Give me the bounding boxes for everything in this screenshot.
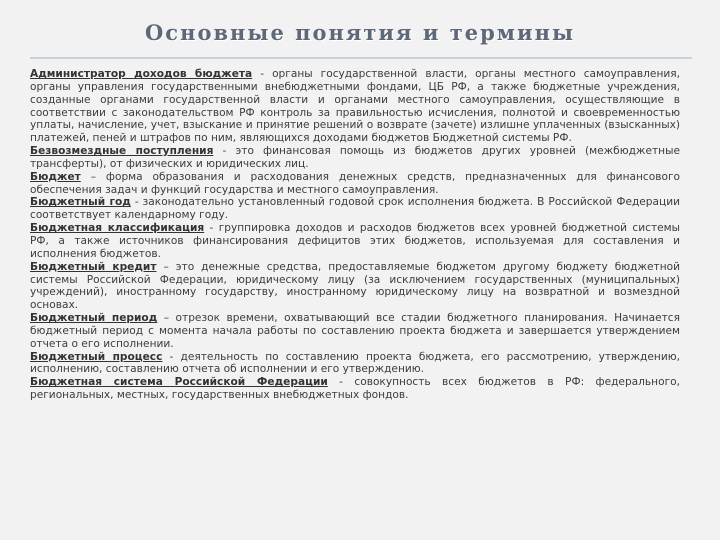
definition-term: Бюджет	[30, 170, 81, 183]
definition-text: – форма образования и расходования денежных средств, предназначенных для финансового обеспечения задач и функций государства и местного самоуправления.	[30, 170, 680, 196]
definition-item	[30, 261, 680, 312]
definitions-list	[30, 68, 680, 402]
definition-item	[30, 171, 680, 197]
definition-term: Администратор доходов бюджета	[30, 68, 253, 80]
title-divider	[30, 57, 692, 59]
definition-item	[30, 351, 680, 377]
slide-title: Основные понятия и термины	[145, 20, 575, 45]
definition-text: – отрезок времени, охватывающий все стадии бюджетного планирования. Начинается бюджетный период с момента начала работы по составлению проекта бюджета и завершается утверждением отчета о его исполнении.	[30, 312, 681, 350]
definition-term: Бюджетная классификация	[30, 222, 205, 235]
definition-text: - совокупность всех бюджетов в РФ: федерального, региональных, местных, государственных внебюджетных фондов.	[30, 376, 680, 402]
definition-term: Бюджетный процесс	[30, 350, 163, 363]
definition-item	[30, 68, 680, 145]
definition-term: Безвозмездные поступления	[30, 145, 214, 158]
definition-term: Бюджетный кредит	[30, 260, 157, 273]
definition-text: - деятельность по составлению проекта бюджета, его рассмотрению, утверждению, исполнению, составлению отчета об исполнении и его утверждению.	[30, 350, 680, 376]
definition-term: Бюджетная система Российской Федерации	[30, 376, 328, 389]
definition-item	[30, 376, 680, 402]
definition-item	[30, 196, 680, 222]
definition-item	[30, 312, 680, 351]
definition-text: – это денежные средства, предоставляемые бюджетом другому бюджету бюджетной системы Российской Федерации, юридическому лицу (за исключением государственных (муниципальных) учреждений), иностранному государству, иностранному юридическому лицу на возвратной и возмездной основах.	[30, 260, 680, 312]
definition-term: Бюджетный период	[30, 312, 158, 325]
definition-text: - законодательно установленный годовой срок исполнения бюджета. В Российской Федерации соответствует календарному году.	[30, 196, 680, 222]
definition-text: - органы государственной власти, органы местного самоуправления, органы управления государственными внебюджетными фондами, ЦБ РФ, а также бюджетные учреждения, созданные органами государственной власти и органами местного самоуправления, осуществляющие в соответствии с законодательством РФ контроль за правильностью исчисления, полнотой и своевременностью уплаты, начисление, учет, взыскание и принятие решений о возврате (зачете) излишне уплаченных (взысканных) платежей, пеней и штрафов по ним, являющихся доходами бюджетов Бюджетной системы РФ.	[30, 68, 680, 145]
definition-text: - группировка доходов и расходов бюджетов всех уровней бюджетной системы РФ, а также источников финансирования дефицитов этих бюджетов, используемая для составления и исполнения бюджетов.	[30, 222, 680, 260]
definition-text: - это финансовая помощь из бюджетов других уровней (межбюджетные трансферты), от физических и юридических лиц.	[30, 145, 680, 170]
definition-item	[30, 222, 680, 261]
definition-term: Бюджетный год	[30, 196, 131, 209]
definition-item	[30, 145, 680, 171]
